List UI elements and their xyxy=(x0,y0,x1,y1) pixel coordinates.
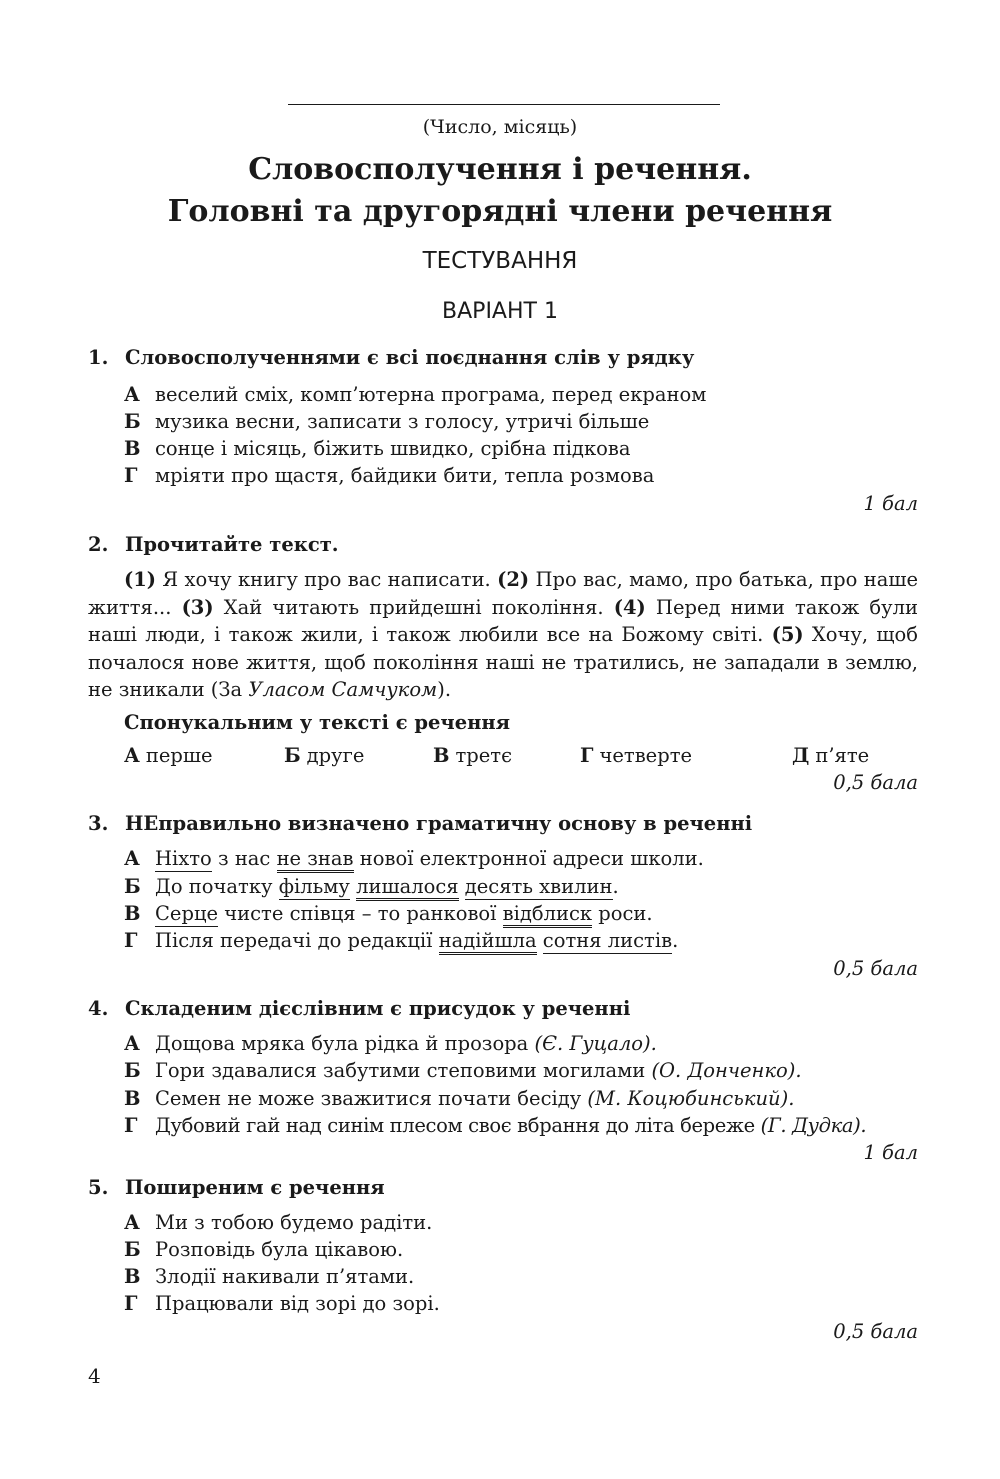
page-title-line-2: Головні та другорядні члени речення xyxy=(167,194,833,229)
option-letter: Г xyxy=(124,1114,138,1137)
sentence-text: Хочу, щоб почалося нове життя, щоб покоління наші не тратились, не западали в землю, не зникали xyxy=(88,623,918,701)
predicate-underlined: лишалося xyxy=(356,875,459,901)
option-letter: А xyxy=(124,744,140,767)
option-letter: Б xyxy=(124,1059,141,1082)
q2-prompt: Спонукальним у тексті є речення xyxy=(124,711,511,734)
q2-score: 0,5 бала xyxy=(833,771,918,794)
question-number: 4. xyxy=(88,997,109,1020)
option-text: перше xyxy=(145,744,213,767)
option-letter: Б xyxy=(124,1238,141,1261)
option-text: Дощова мряка була рідка й прозора xyxy=(155,1032,535,1055)
page-title-line-1: Словосполучення і речення. xyxy=(248,152,752,187)
date-caption: (Число, місяць) xyxy=(422,116,578,138)
option-text xyxy=(537,929,543,952)
section-label: ТЕСТУВАННЯ xyxy=(422,248,578,274)
q2-option-e[interactable] xyxy=(792,744,869,767)
q4-score: 1 бал xyxy=(863,1141,918,1164)
option-text: . xyxy=(612,875,619,898)
question-text: Прочитайте текст. xyxy=(125,533,339,556)
q1-option-b[interactable] xyxy=(124,410,649,433)
option-text: п’яте xyxy=(815,744,870,767)
sentence-number: (4) xyxy=(613,595,646,619)
question-4 xyxy=(88,997,630,1020)
sentence-number: (1) xyxy=(124,568,157,591)
question-number: 2. xyxy=(88,533,109,556)
question-text: Словосполученнями є всі поєднання слів у рядку xyxy=(125,346,695,369)
option-letter: Б xyxy=(284,744,301,767)
subject-underlined: десять хвилин xyxy=(464,875,613,898)
q2-option-d[interactable] xyxy=(580,744,692,767)
option-letter: Г xyxy=(124,1292,138,1315)
question-number: 1. xyxy=(88,346,109,369)
option-text: роси. xyxy=(592,902,653,925)
page-number: 4 xyxy=(88,1364,101,1388)
q5-option-d[interactable] xyxy=(124,1292,440,1315)
subject-underlined: фільму xyxy=(278,875,350,898)
reading-passage xyxy=(88,566,918,704)
q3-option-b[interactable] xyxy=(124,875,619,898)
question-text: НЕправильно визначено граматичну основу в реченні xyxy=(125,812,753,835)
source-open: (За xyxy=(210,678,249,701)
option-letter: А xyxy=(124,847,140,870)
q3-option-d[interactable] xyxy=(124,929,678,952)
option-text: музика весни, записати з голосу, утричі більше xyxy=(155,410,650,433)
option-text: Розповідь була цікавою. xyxy=(155,1238,404,1261)
q1-option-c[interactable] xyxy=(124,437,630,460)
q5-option-b[interactable] xyxy=(124,1238,403,1261)
sentence-number: (5) xyxy=(771,623,804,646)
q3-score: 0,5 бала xyxy=(833,957,918,980)
source-author: Уласом Самчуком xyxy=(248,678,438,701)
option-text: Гори здавалися забутими степовими могилами xyxy=(155,1059,652,1082)
predicate-underlined: надійшла xyxy=(439,929,537,955)
option-text: Після передачі до редакції xyxy=(155,929,439,952)
option-text: Ми з тобою будемо радіти. xyxy=(155,1211,433,1234)
option-letter: Г xyxy=(580,744,594,767)
question-3 xyxy=(88,812,752,835)
sentence-text: Хай читають прийдешні покоління. xyxy=(213,595,614,619)
option-source: (О. Донченко). xyxy=(651,1059,802,1082)
q5-option-c[interactable] xyxy=(124,1265,414,1288)
subject-underlined: сотня листів xyxy=(542,929,673,952)
q5-option-a[interactable] xyxy=(124,1211,432,1234)
predicate-underlined: відблиск xyxy=(503,902,592,928)
sentence-text: Перед ними також були наші люди, і також жили, і також любили все на Божому світі. xyxy=(88,595,919,646)
option-text: Семен не може зважитися почати бесіду xyxy=(155,1087,588,1110)
subject-underlined: Серце xyxy=(155,902,219,925)
option-text: друге xyxy=(306,744,365,767)
option-letter: В xyxy=(124,437,141,460)
option-text xyxy=(459,875,465,898)
option-letter: А xyxy=(124,1032,140,1055)
q2-option-c[interactable] xyxy=(433,744,512,767)
q4-option-b[interactable] xyxy=(124,1059,802,1082)
question-5 xyxy=(88,1176,385,1199)
q1-option-d[interactable] xyxy=(124,464,654,487)
q2-option-b[interactable] xyxy=(284,744,364,767)
option-letter: В xyxy=(433,744,450,767)
option-letter: А xyxy=(124,1211,140,1234)
option-letter: Б xyxy=(124,875,141,898)
option-source: (Г. Дудка). xyxy=(760,1114,867,1137)
question-number: 3. xyxy=(88,812,109,835)
option-text: четверте xyxy=(599,744,693,767)
q1-option-a[interactable] xyxy=(124,383,706,406)
option-letter: В xyxy=(124,1087,141,1110)
q1-score: 1 бал xyxy=(863,492,918,515)
q3-option-a[interactable] xyxy=(124,847,704,870)
question-1 xyxy=(88,346,694,369)
q4-option-a[interactable] xyxy=(124,1032,657,1055)
option-text: чисте співця – то ранкової xyxy=(218,902,503,925)
question-2 xyxy=(88,533,339,556)
q2-option-a[interactable] xyxy=(124,744,213,767)
question-text: Поширеним є речення xyxy=(125,1176,385,1199)
option-text: веселий сміх, комп’ютерна програма, перед екраном xyxy=(155,383,707,406)
option-letter: Г xyxy=(124,464,138,487)
predicate-underlined: не знав xyxy=(277,847,354,873)
variant-label: ВАРІАНТ 1 xyxy=(442,299,558,324)
option-source: (Є. Гуцало). xyxy=(534,1032,657,1055)
date-fill-line[interactable] xyxy=(288,104,720,105)
option-text: Працювали від зорі до зорі. xyxy=(155,1292,440,1315)
option-text: Дубовий гай над синім плесом своє вбрання до літа береже xyxy=(155,1114,761,1137)
sentence-text: Я хочу книгу про вас написати. xyxy=(156,568,498,591)
subject-underlined: Ніхто xyxy=(155,847,212,870)
q4-option-d[interactable] xyxy=(124,1114,866,1137)
sentence-number: (2) xyxy=(497,568,530,591)
question-number: 5. xyxy=(88,1176,109,1199)
option-text: мріяти про щастя, байдики бити, тепла розмова xyxy=(155,464,655,487)
sentence-number: (3) xyxy=(181,595,214,619)
option-text: нової електронної адреси школи. xyxy=(353,847,704,870)
option-text: До початку xyxy=(155,875,279,898)
source-close: ). xyxy=(437,678,452,701)
option-source: (М. Коцюбинський). xyxy=(587,1087,795,1110)
option-text: з нас xyxy=(211,847,277,870)
sentence-text: Про вас, мамо, про батька, про наше життя... xyxy=(88,568,918,619)
option-letter: В xyxy=(124,902,141,925)
option-text: Злодії накивали п’ятами. xyxy=(155,1265,415,1288)
option-letter: А xyxy=(124,383,140,406)
option-text: третє xyxy=(455,744,513,767)
option-letter: Д xyxy=(792,744,810,767)
q4-option-c[interactable] xyxy=(124,1087,794,1110)
option-letter: Б xyxy=(124,410,141,433)
option-letter: Г xyxy=(124,929,138,952)
option-text: сонце і місяць, біжить швидко, срібна підкова xyxy=(155,437,631,460)
q5-score: 0,5 бала xyxy=(833,1320,918,1343)
q3-option-c[interactable] xyxy=(124,902,653,925)
option-letter: В xyxy=(124,1265,141,1288)
question-text: Складеним дієслівним є присудок у реченні xyxy=(125,997,631,1020)
option-text: . xyxy=(672,929,679,952)
